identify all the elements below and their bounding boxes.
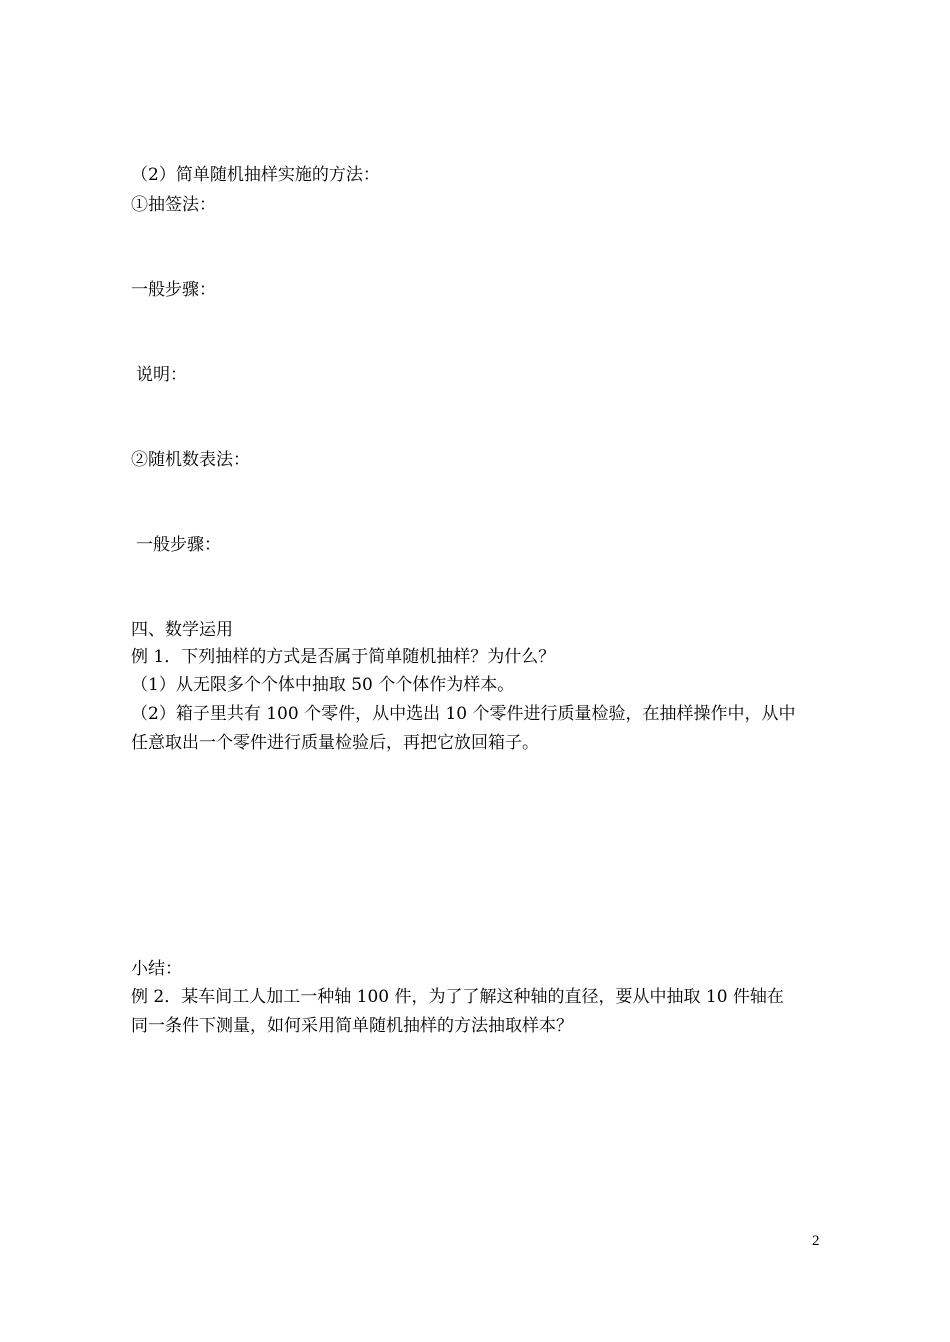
method-heading: （2）简单随机抽样实施的方法： <box>131 165 380 185</box>
summary-label: 小结： <box>131 959 182 979</box>
lottery-method-label: ①抽签法： <box>131 195 216 215</box>
example-2-line-1: 例 2．某车间工人加工一种轴 100 件，为了了解这种轴的直径，要从中抽取 10 件轴在 <box>131 987 784 1007</box>
example-1-question: 例 1．下列抽样的方式是否属于简单随机抽样？为什么？ <box>131 647 556 667</box>
example-2-line-2: 同一条件下测量，如何采用简单随机抽样的方法抽取样本？ <box>131 1016 573 1036</box>
general-steps-label: 一般步骤： <box>131 280 216 300</box>
explanation-label: 说明： <box>136 365 187 385</box>
page-number: 2 <box>812 1233 820 1249</box>
random-number-table-label: ②随机数表法： <box>131 450 250 470</box>
example-1-item-2-line-1: （2）箱子里共有 100 个零件，从中选出 10 个零件进行质量检验，在抽样操作中，从中 <box>131 704 796 724</box>
general-steps-label-2: 一般步骤： <box>136 535 221 555</box>
example-1-item-2-line-2: 任意取出一个零件进行质量检验后，再把它放回箱子。 <box>131 733 539 753</box>
example-1-item-1: （1）从无限多个个体中抽取 50 个个体作为样本。 <box>131 675 515 695</box>
section-heading-math-application: 四、数学运用 <box>131 620 233 640</box>
